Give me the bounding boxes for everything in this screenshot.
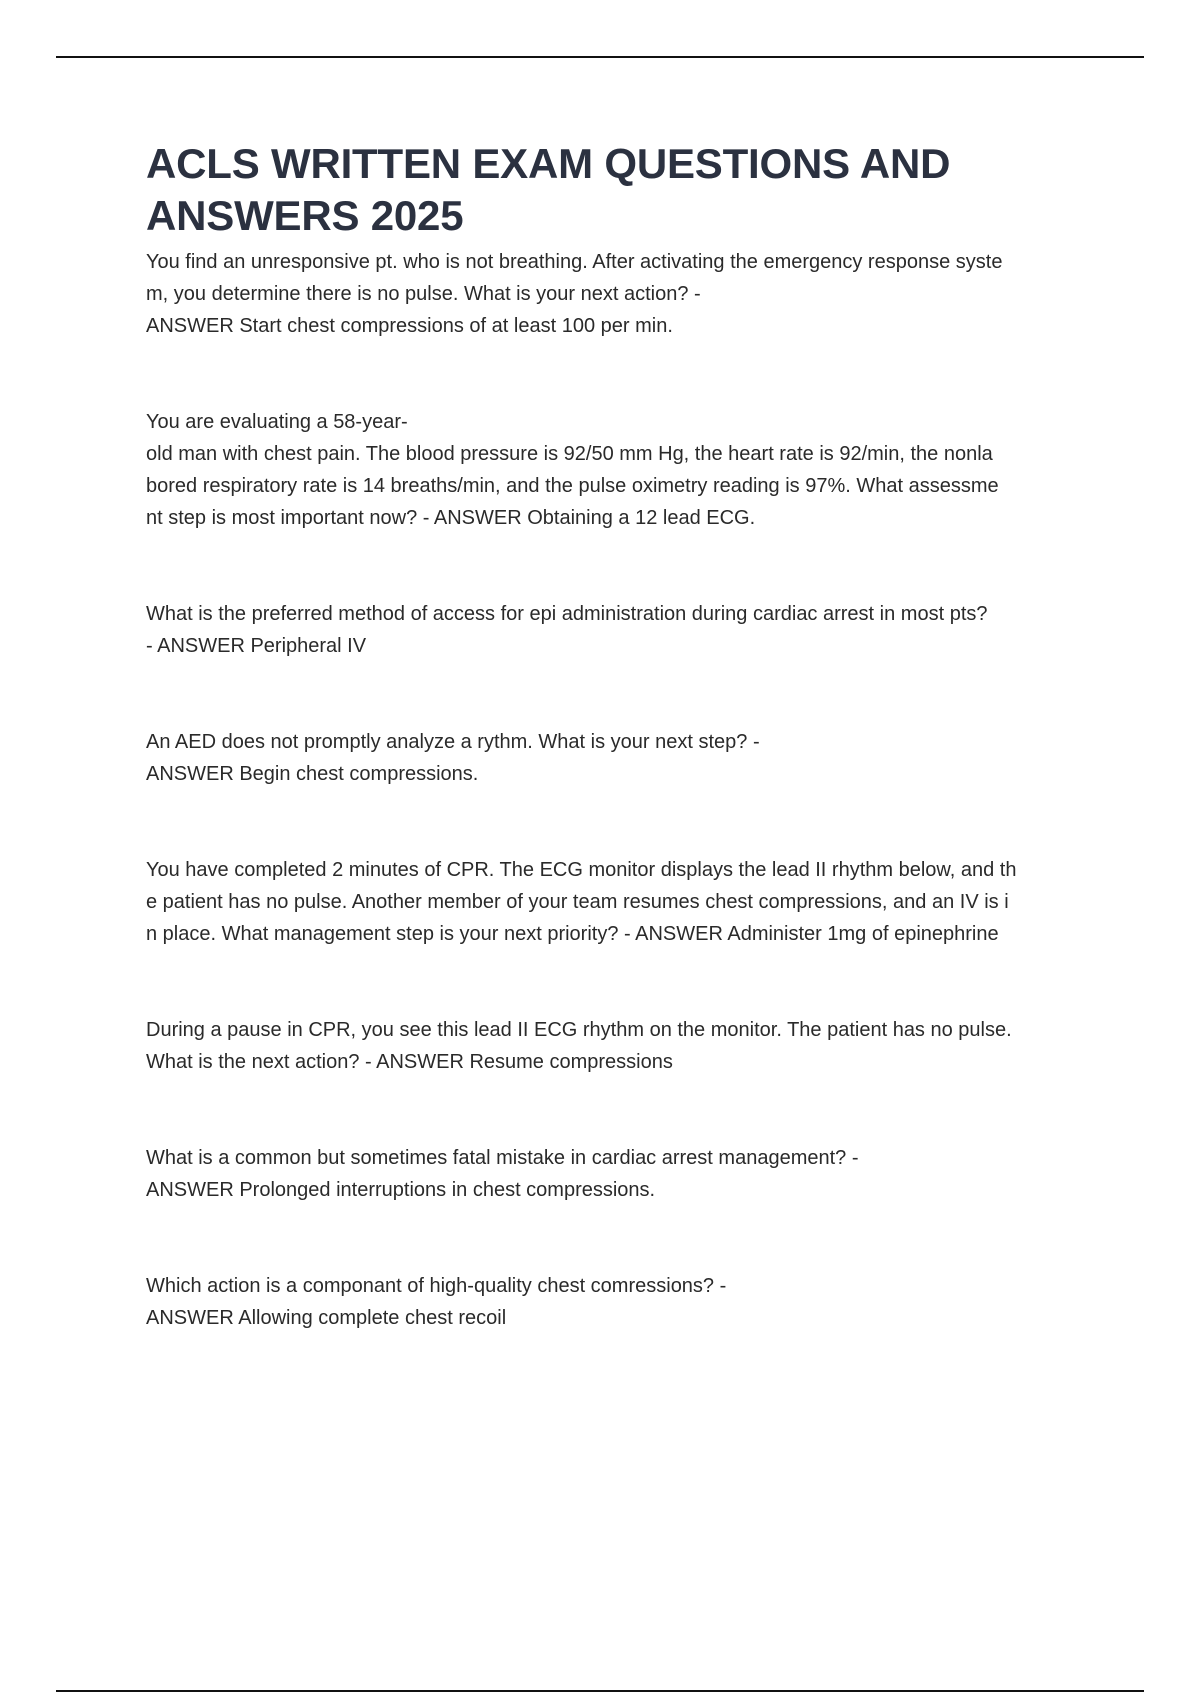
qa-line: nt step is most important now? - ANSWER Obtaining a 12 lead ECG.: [146, 507, 756, 529]
qa-item: [146, 406, 1096, 534]
qa-line: You are evaluating a 58-year-: [146, 411, 408, 433]
qa-line: ANSWER Prolonged interruptions in chest compressions.: [146, 1179, 656, 1201]
qa-line: What is the next action? - ANSWER Resume compressions: [146, 1051, 673, 1073]
spacer: [146, 1206, 1096, 1270]
qa-line: e patient has no pulse. Another member of your team resumes chest compressions, and an IV is i: [146, 891, 1009, 913]
bottom-rule: [56, 1690, 1144, 1692]
qa-item: [146, 1142, 1096, 1206]
qa-item: [146, 726, 1096, 790]
qa-line: old man with chest pain. The blood pressure is 92/50 mm Hg, the heart rate is 92/min, the nonla: [146, 443, 993, 465]
qa-item: [146, 1270, 1096, 1334]
title-line: ANSWERS 2025: [146, 192, 464, 239]
qa-item: [146, 854, 1096, 950]
qa-item: [146, 598, 1096, 662]
qa-line: You have completed 2 minutes of CPR. The ECG monitor displays the lead II rhythm below, and th: [146, 859, 1017, 881]
document-page: [146, 138, 1096, 1334]
qa-line: You find an unresponsive pt. who is not breathing. After activating the emergency response syste: [146, 251, 1003, 273]
spacer: [146, 790, 1096, 854]
qa-item: [146, 246, 1096, 342]
spacer: [146, 534, 1096, 598]
qa-line: ANSWER Begin chest compressions.: [146, 763, 479, 785]
qa-line: During a pause in CPR, you see this lead II ECG rhythm on the monitor. The patient has no pulse.: [146, 1019, 1012, 1041]
qa-line: Which action is a componant of high-quality chest comressions? -: [146, 1275, 727, 1297]
qa-line: - ANSWER Peripheral IV: [146, 635, 367, 657]
qa-line: m, you determine there is no pulse. What is your next action? -: [146, 283, 701, 305]
title-line: ACLS WRITTEN EXAM QUESTIONS AND: [146, 140, 951, 187]
spacer: [146, 950, 1096, 1014]
qa-line: What is the preferred method of access for epi administration during cardiac arrest in most pts?: [146, 603, 988, 625]
qa-line: ANSWER Start chest compressions of at least 100 per min.: [146, 315, 673, 337]
qa-item: [146, 1014, 1096, 1078]
qa-line: n place. What management step is your next priority? - ANSWER Administer 1mg of epinephrine: [146, 923, 999, 945]
qa-line: ANSWER Allowing complete chest recoil: [146, 1307, 507, 1329]
spacer: [146, 1078, 1096, 1142]
qa-line: What is a common but sometimes fatal mistake in cardiac arrest management? -: [146, 1147, 859, 1169]
spacer: [146, 342, 1096, 406]
qa-line: An AED does not promptly analyze a rythm. What is your next step? -: [146, 731, 760, 753]
spacer: [146, 662, 1096, 726]
top-rule: [56, 56, 1144, 58]
qa-line: bored respiratory rate is 14 breaths/min, and the pulse oximetry reading is 97%. What assessme: [146, 475, 999, 497]
document-title: [146, 138, 1096, 242]
